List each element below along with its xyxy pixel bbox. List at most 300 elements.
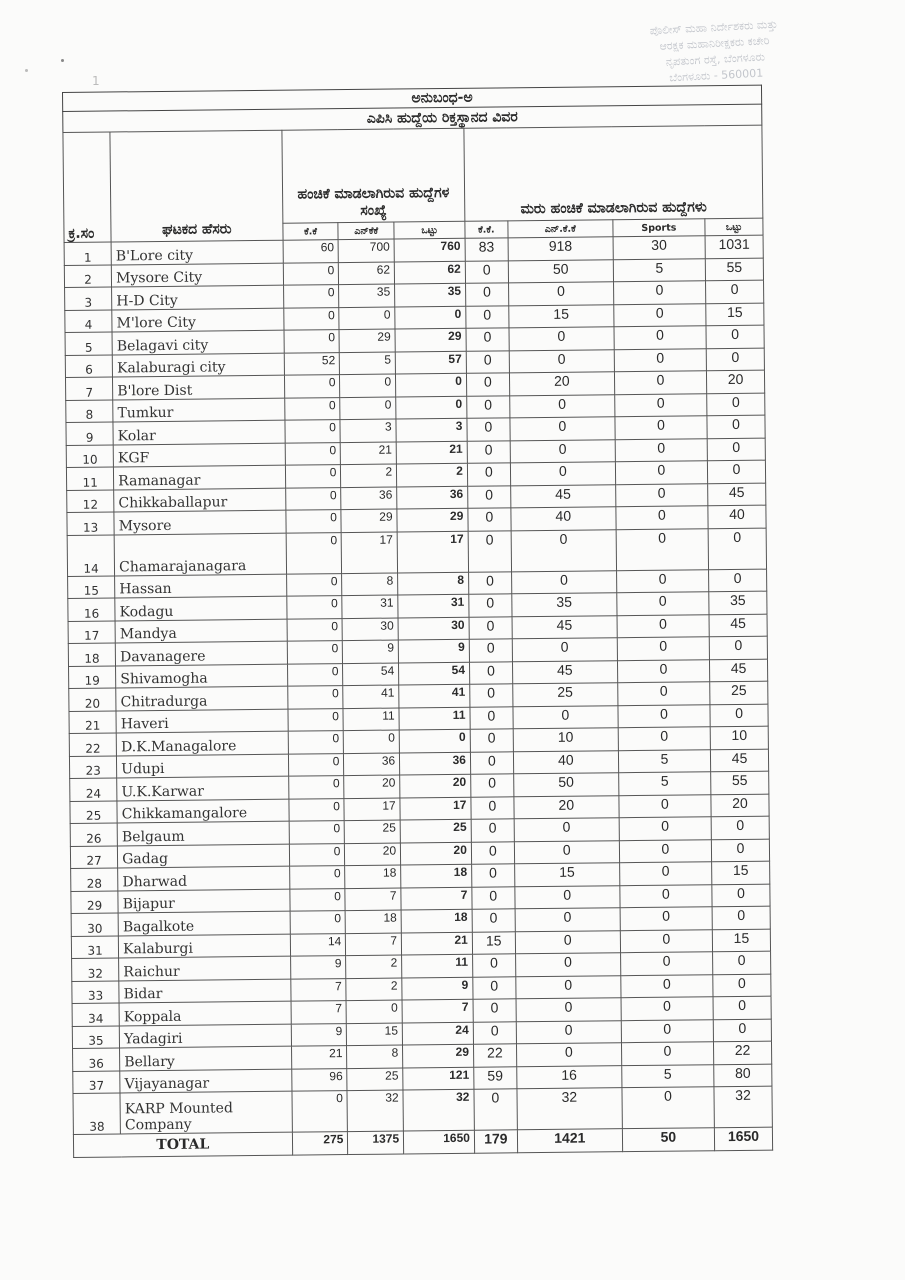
reallot-nkk-cell: 0 xyxy=(510,462,615,486)
sports-cell: 5 xyxy=(613,258,705,281)
unit-name-cell: Kolar xyxy=(113,420,285,444)
reallot-nkk-cell: 0 xyxy=(515,930,620,954)
allotted-total-cell: 3 xyxy=(396,418,467,441)
serial-cell: 23 xyxy=(69,755,116,778)
reallot-total-cell: 0 xyxy=(713,996,771,1019)
kk-cell: 0 xyxy=(289,821,345,844)
allotted-total-cell: 25 xyxy=(400,819,471,842)
total-reallot-nkk: 1421 xyxy=(517,1129,622,1153)
unit-name-cell: Gadag xyxy=(118,844,290,868)
kk-cell: 0 xyxy=(287,618,343,641)
sports-cell: 0 xyxy=(614,348,706,371)
reallot-kk-cell: 0 xyxy=(468,530,511,571)
reallot-total-cell: 0 xyxy=(707,393,765,416)
sports-cell: 0 xyxy=(619,817,711,840)
reallot-kk-cell: 15 xyxy=(472,931,515,954)
unit-name-cell: H-D City xyxy=(112,285,284,309)
reallot-kk-cell: 0 xyxy=(465,260,508,283)
serial-cell: 7 xyxy=(65,377,112,400)
reallot-total-cell: 15 xyxy=(712,861,770,884)
reallot-total-cell: 0 xyxy=(713,1019,771,1042)
reallot-nkk-cell: 35 xyxy=(512,593,617,617)
total-allotted: 1650 xyxy=(404,1130,475,1153)
reallot-kk-cell: 0 xyxy=(468,508,511,531)
total-nkk: 1375 xyxy=(348,1131,404,1154)
allotted-total-cell: 41 xyxy=(399,684,470,707)
serial-cell: 1 xyxy=(64,242,111,265)
unit-name-cell: Vijayanagar xyxy=(120,1069,292,1093)
reallot-total-cell: 0 xyxy=(707,415,765,438)
nkk-cell: 30 xyxy=(342,618,398,641)
reallot-total-cell: 0 xyxy=(713,974,771,997)
subheader-sports: Sports xyxy=(613,219,705,237)
kk-cell: 14 xyxy=(290,933,346,956)
reallot-kk-cell: 0 xyxy=(473,976,516,999)
reallot-kk-cell: 0 xyxy=(471,819,514,842)
sports-cell: 0 xyxy=(617,637,709,660)
kk-cell: 0 xyxy=(289,866,345,889)
nkk-cell: 62 xyxy=(339,262,395,285)
header-allotted-posts: ಹಂಚಿಕೆ ಮಾಡಲಾಗಿರುವ ಹುದ್ದೆಗಳ ಸಂಖ್ಯೆ xyxy=(282,128,465,223)
nkk-cell: 9 xyxy=(343,640,399,663)
nkk-cell: 8 xyxy=(342,573,398,596)
sports-cell: 30 xyxy=(613,236,705,259)
sports-cell: 0 xyxy=(619,862,711,885)
reallot-nkk-cell: 20 xyxy=(514,795,619,819)
allotted-total-cell: 18 xyxy=(401,864,472,887)
sports-cell: 0 xyxy=(618,704,710,727)
reallot-kk-cell: 0 xyxy=(468,571,511,594)
sports-cell: 5 xyxy=(618,772,710,795)
subheader-reallot-kk: ಕೆ.ಕೆ. xyxy=(465,221,508,238)
kk-cell: 0 xyxy=(286,596,342,619)
reallot-kk-cell: 0 xyxy=(469,594,512,617)
nkk-cell: 18 xyxy=(345,865,401,888)
sports-cell: 0 xyxy=(617,592,709,615)
serial-cell: 35 xyxy=(72,1025,119,1048)
sports-cell: 0 xyxy=(617,614,709,637)
reallot-kk-cell: 83 xyxy=(465,238,508,261)
sports-cell: 0 xyxy=(616,506,708,529)
reallot-kk-cell: 0 xyxy=(466,373,509,396)
reallot-nkk-cell: 0 xyxy=(511,570,616,594)
kk-cell: 0 xyxy=(283,285,339,308)
unit-name-cell: Kalaburagi city xyxy=(112,353,284,377)
nkk-cell: 0 xyxy=(340,374,396,397)
total-kk: 275 xyxy=(292,1132,348,1155)
allotted-total-cell: 9 xyxy=(402,977,473,1000)
table-row xyxy=(67,528,766,576)
kk-cell: 0 xyxy=(289,798,345,821)
allotted-total-cell: 20 xyxy=(400,774,471,797)
nkk-cell: 0 xyxy=(344,730,400,753)
sports-cell: 0 xyxy=(621,997,713,1020)
unit-name-cell: Belgaum xyxy=(117,821,289,845)
document-title: ಅನುಬಂಧ-ಅ xyxy=(62,85,762,111)
kk-cell: 0 xyxy=(285,420,341,443)
reallot-total-cell: 0 xyxy=(709,636,767,659)
allotted-total-cell: 29 xyxy=(403,1044,474,1067)
serial-cell: 28 xyxy=(71,868,118,891)
unit-name-cell: Bellary xyxy=(120,1046,292,1070)
nkk-cell: 17 xyxy=(342,532,398,574)
serial-cell: 6 xyxy=(65,354,112,377)
reallot-nkk-cell: 0 xyxy=(510,439,615,463)
sports-cell: 0 xyxy=(618,727,710,750)
total-label: TOTAL xyxy=(73,1132,292,1157)
reallot-total-cell: 40 xyxy=(708,505,766,528)
subheader-reallot-nkk: ಎನ್.ಕೆ.ಕೆ xyxy=(508,220,613,238)
sports-cell: 0 xyxy=(615,461,707,484)
reallot-kk-cell: 0 xyxy=(469,661,512,684)
nkk-cell: 25 xyxy=(347,1067,403,1090)
serial-cell: 29 xyxy=(71,890,118,913)
serial-cell: 33 xyxy=(72,980,119,1003)
unit-name-cell: KGF xyxy=(113,443,285,467)
reallot-nkk-cell: 40 xyxy=(513,750,618,774)
subheader-kk: ಕೆ.ಕೆ xyxy=(283,223,339,241)
nkk-cell: 0 xyxy=(339,307,395,330)
header-unit-name: ಘಟಕದ ಹೆಸರು xyxy=(110,130,283,242)
nkk-cell: 36 xyxy=(341,487,397,510)
serial-cell: 2 xyxy=(64,264,111,287)
allotted-total-cell: 0 xyxy=(395,306,466,329)
reallot-kk-cell: 0 xyxy=(467,440,510,463)
kk-cell: 0 xyxy=(292,1091,348,1133)
serial-cell: 26 xyxy=(70,823,117,846)
reallot-total-cell: 15 xyxy=(706,303,764,326)
kk-cell: 21 xyxy=(291,1046,347,1069)
unit-name-cell: Chikkaballapur xyxy=(114,488,286,512)
unit-name-cell: Bijapur xyxy=(118,889,290,913)
reallot-kk-cell: 0 xyxy=(471,841,514,864)
nkk-cell: 20 xyxy=(344,775,400,798)
nkk-cell: 2 xyxy=(346,955,402,978)
kk-cell: 0 xyxy=(284,397,340,420)
page-mark: 1 xyxy=(92,74,100,88)
reallot-kk-cell: 0 xyxy=(470,729,513,752)
unit-name-cell: M'lore City xyxy=(112,308,284,332)
serial-cell: 10 xyxy=(66,444,113,467)
reallot-total-cell: 45 xyxy=(709,614,767,637)
kk-cell: 0 xyxy=(286,573,342,596)
allotted-total-cell: 9 xyxy=(398,639,469,662)
kk-cell: 0 xyxy=(287,663,343,686)
serial-cell: 11 xyxy=(66,467,113,490)
nkk-cell: 700 xyxy=(338,239,394,262)
sports-cell: 0 xyxy=(621,1042,713,1065)
kk-cell: 0 xyxy=(283,262,339,285)
document-subtitle: ಎಪಿಸಿ ಹುದ್ದೆಯ ರಿಕ್ತಸ್ಥಾನದ ವಿವರ xyxy=(62,104,762,132)
reallot-nkk-cell: 45 xyxy=(512,615,617,639)
unit-name-cell: Udupi xyxy=(117,754,289,778)
serial-cell: 37 xyxy=(73,1070,120,1093)
unit-name-cell: Shivamogha xyxy=(116,664,288,688)
reallot-nkk-cell: 0 xyxy=(509,394,614,418)
nkk-cell: 7 xyxy=(346,932,402,955)
kk-cell: 0 xyxy=(288,708,344,731)
nkk-cell: 41 xyxy=(343,685,399,708)
serial-cell: 32 xyxy=(72,958,119,981)
subheader-total: ಒಟ್ಟು xyxy=(394,221,465,239)
reallot-kk-cell: 0 xyxy=(472,909,515,932)
kk-cell: 52 xyxy=(284,352,340,375)
reallot-total-cell: 80 xyxy=(714,1064,772,1087)
reallot-nkk-cell: 0 xyxy=(511,529,616,571)
allotted-total-cell: 36 xyxy=(400,752,471,775)
vacancy-table xyxy=(62,125,773,1158)
serial-cell: 16 xyxy=(68,598,115,621)
stamp-line: ಪೊಲೀಸ್ ಮಹಾ ನಿರ್ದೇಶಕರು ಮತ್ತು xyxy=(649,17,778,38)
unit-name-cell: Mysore City xyxy=(111,263,283,287)
kk-cell: 7 xyxy=(291,1001,347,1024)
reallot-nkk-cell: 0 xyxy=(508,282,613,306)
sports-cell: 0 xyxy=(616,528,709,570)
unit-name-cell: Yadagiri xyxy=(119,1024,291,1048)
nkk-cell: 3 xyxy=(340,419,396,442)
allotted-total-cell: 11 xyxy=(399,707,470,730)
allotted-total-cell: 0 xyxy=(399,729,470,752)
unit-name-cell: Chitradurga xyxy=(116,686,288,710)
serial-cell: 36 xyxy=(73,1048,120,1071)
reallot-nkk-cell: 32 xyxy=(517,1088,622,1130)
serial-cell: 19 xyxy=(69,665,116,688)
reallot-total-cell: 0 xyxy=(710,704,768,727)
scan-speck xyxy=(61,59,64,62)
nkk-cell: 7 xyxy=(345,887,401,910)
reallot-nkk-cell: 50 xyxy=(513,773,618,797)
reallot-total-cell: 0 xyxy=(711,839,769,862)
reallot-total-cell: 15 xyxy=(712,929,770,952)
annexure-document xyxy=(62,85,773,1158)
kk-cell: 0 xyxy=(285,442,341,465)
reallot-nkk-cell: 10 xyxy=(513,728,618,752)
reallot-kk-cell: 0 xyxy=(472,954,515,977)
reallot-kk-cell: 0 xyxy=(465,283,508,306)
serial-cell: 18 xyxy=(68,643,115,666)
total-reallot-kk: 179 xyxy=(474,1130,517,1153)
reallot-total-cell: 55 xyxy=(705,258,763,281)
reallot-kk-cell: 0 xyxy=(470,751,513,774)
reallot-total-cell: 0 xyxy=(706,325,764,348)
reallot-nkk-cell: 50 xyxy=(508,259,613,283)
kk-cell: 0 xyxy=(288,753,344,776)
allotted-total-cell: 17 xyxy=(400,797,471,820)
nkk-cell: 25 xyxy=(345,820,401,843)
nkk-cell: 5 xyxy=(340,352,396,375)
reallot-nkk-cell: 20 xyxy=(509,372,614,396)
sports-cell: 0 xyxy=(615,438,707,461)
reallot-total-cell: 45 xyxy=(709,659,767,682)
serial-cell: 5 xyxy=(65,332,112,355)
unit-name-cell: Koppala xyxy=(119,1001,291,1025)
allotted-total-cell: 21 xyxy=(396,441,467,464)
unit-name-cell: B'lore Dist xyxy=(113,375,285,399)
reallot-kk-cell: 22 xyxy=(473,1044,516,1067)
total-sports: 50 xyxy=(622,1128,714,1151)
unit-name-cell: Chikkamangalore xyxy=(117,799,289,823)
reallot-kk-cell: 0 xyxy=(467,463,510,486)
reallot-total-cell: 0 xyxy=(712,884,770,907)
kk-cell: 0 xyxy=(285,487,341,510)
reallot-kk-cell: 0 xyxy=(470,706,513,729)
sports-cell: 0 xyxy=(614,326,706,349)
nkk-cell: 35 xyxy=(339,284,395,307)
reallot-nkk-cell: 15 xyxy=(509,304,614,328)
unit-name-cell: Tumkur xyxy=(113,398,285,422)
allotted-total-cell: 29 xyxy=(397,508,468,531)
reallot-nkk-cell: 0 xyxy=(516,998,621,1022)
allotted-total-cell: 20 xyxy=(401,842,472,865)
allotted-total-cell: 0 xyxy=(396,373,467,396)
reallot-kk-cell: 0 xyxy=(471,774,514,797)
allotted-total-cell: 31 xyxy=(398,594,469,617)
sports-cell: 0 xyxy=(621,974,713,997)
allotted-total-cell: 36 xyxy=(397,486,468,509)
subheader-reallot-total: ಒಟ್ಟು xyxy=(705,218,763,236)
sports-cell: 0 xyxy=(615,416,707,439)
allotted-total-cell: 30 xyxy=(398,617,469,640)
reallot-total-cell: 0 xyxy=(707,460,765,483)
kk-cell: 0 xyxy=(286,532,342,574)
header-serial: ಕ್ರ.ಸಂ xyxy=(63,132,111,242)
kk-cell: 60 xyxy=(283,240,339,263)
nkk-cell: 2 xyxy=(346,977,402,1000)
nkk-cell: 20 xyxy=(345,842,401,865)
total-reallot-total: 1650 xyxy=(714,1127,772,1150)
nkk-cell: 15 xyxy=(347,1022,403,1045)
reallot-kk-cell: 0 xyxy=(470,684,513,707)
unit-name-cell: Mandya xyxy=(115,619,287,643)
allotted-total-cell: 57 xyxy=(395,351,466,374)
reallot-total-cell: 0 xyxy=(712,906,770,929)
serial-cell: 14 xyxy=(67,534,115,575)
sports-cell: 0 xyxy=(619,794,711,817)
sports-cell: 0 xyxy=(622,1087,715,1129)
nkk-cell: 0 xyxy=(340,397,396,420)
nkk-cell: 21 xyxy=(341,442,397,465)
reallot-kk-cell: 59 xyxy=(474,1066,517,1089)
stamp-line: ಬೆಂಗಳೂರು - 560001 xyxy=(668,66,764,85)
unit-name-cell: B'Lore city xyxy=(111,240,283,264)
unit-name-cell: Davanagere xyxy=(115,641,287,665)
allotted-total-cell: 62 xyxy=(394,261,465,284)
reallot-nkk-cell: 0 xyxy=(516,1043,621,1067)
stamp-line: ನೃಪತುಂಗ ರಸ್ತೆ, ಬೆಂಗಳೂರು xyxy=(665,50,766,69)
reallot-nkk-cell: 45 xyxy=(510,484,615,508)
reallot-nkk-cell: 0 xyxy=(513,705,618,729)
kk-cell: 0 xyxy=(289,843,345,866)
nkk-cell: 36 xyxy=(344,753,400,776)
sports-cell: 0 xyxy=(617,659,709,682)
reallot-kk-cell: 0 xyxy=(474,1089,517,1130)
reallot-nkk-cell: 0 xyxy=(515,908,620,932)
table-row xyxy=(73,1086,772,1134)
reallot-nkk-cell: 0 xyxy=(515,885,620,909)
reallot-nkk-cell: 0 xyxy=(509,349,614,373)
serial-cell: 24 xyxy=(70,778,117,801)
kk-cell: 96 xyxy=(291,1068,347,1091)
reallot-nkk-cell: 16 xyxy=(517,1065,622,1089)
kk-cell: 0 xyxy=(284,330,340,353)
allotted-total-cell: 32 xyxy=(403,1089,474,1131)
allotted-total-cell: 21 xyxy=(401,932,472,955)
allotted-total-cell: 17 xyxy=(397,531,468,573)
nkk-cell: 8 xyxy=(347,1045,403,1068)
reallot-total-cell: 0 xyxy=(713,951,771,974)
kk-cell: 0 xyxy=(287,641,343,664)
sports-cell: 0 xyxy=(616,569,708,592)
allotted-total-cell: 35 xyxy=(395,283,466,306)
allotted-total-cell: 0 xyxy=(396,396,467,419)
allotted-total-cell: 2 xyxy=(397,463,468,486)
reallot-nkk-cell: 25 xyxy=(513,683,618,707)
reallot-nkk-cell: 40 xyxy=(511,507,616,531)
sports-cell: 0 xyxy=(615,393,707,416)
kk-cell: 7 xyxy=(290,978,346,1001)
unit-name-cell: Hassan xyxy=(115,574,287,598)
nkk-cell: 31 xyxy=(342,595,398,618)
reallot-kk-cell: 0 xyxy=(469,616,512,639)
reallot-nkk-cell: 0 xyxy=(514,818,619,842)
reallot-total-cell: 0 xyxy=(707,438,765,461)
reallot-kk-cell: 0 xyxy=(472,886,515,909)
serial-cell: 22 xyxy=(69,733,116,756)
serial-cell: 31 xyxy=(71,935,118,958)
reallot-kk-cell: 0 xyxy=(466,305,509,328)
sports-cell: 0 xyxy=(620,907,712,930)
allotted-total-cell: 54 xyxy=(399,662,470,685)
reallot-total-cell: 45 xyxy=(710,749,768,772)
nkk-cell: 2 xyxy=(341,464,397,487)
unit-name-cell: Kodagu xyxy=(115,596,287,620)
nkk-cell: 11 xyxy=(343,708,399,731)
reallot-kk-cell: 0 xyxy=(466,350,509,373)
reallot-total-cell: 1031 xyxy=(705,235,763,258)
serial-cell: 13 xyxy=(67,512,114,535)
allotted-total-cell: 760 xyxy=(394,238,465,261)
reallot-nkk-cell: 0 xyxy=(509,327,614,351)
unit-name-cell: KARP Mounted Company xyxy=(120,1091,292,1134)
reallot-total-cell: 0 xyxy=(708,528,766,570)
kk-cell: 9 xyxy=(291,1023,347,1046)
unit-name-cell: Dharwad xyxy=(118,866,290,890)
sports-cell: 0 xyxy=(613,281,705,304)
serial-cell: 17 xyxy=(68,620,115,643)
allotted-total-cell: 8 xyxy=(398,572,469,595)
sports-cell: 0 xyxy=(618,682,710,705)
reallot-total-cell: 20 xyxy=(711,794,769,817)
sports-cell: 0 xyxy=(619,839,711,862)
kk-cell: 9 xyxy=(290,956,346,979)
reallot-total-cell: 32 xyxy=(714,1086,772,1128)
reallot-nkk-cell: 0 xyxy=(516,975,621,999)
serial-cell: 25 xyxy=(70,800,117,823)
kk-cell: 0 xyxy=(290,888,346,911)
unit-name-cell: Ramanagar xyxy=(114,465,286,489)
reallot-kk-cell: 0 xyxy=(472,864,515,887)
nkk-cell: 54 xyxy=(343,663,399,686)
allotted-total-cell: 18 xyxy=(401,909,472,932)
reallot-nkk-cell: 15 xyxy=(514,863,619,887)
nkk-cell: 29 xyxy=(339,329,395,352)
reallot-kk-cell: 0 xyxy=(471,796,514,819)
serial-cell: 15 xyxy=(68,575,115,598)
serial-cell: 27 xyxy=(70,845,117,868)
reallot-total-cell: 45 xyxy=(708,483,766,506)
sports-cell: 0 xyxy=(621,1019,713,1042)
unit-name-cell: Raichur xyxy=(119,956,291,980)
